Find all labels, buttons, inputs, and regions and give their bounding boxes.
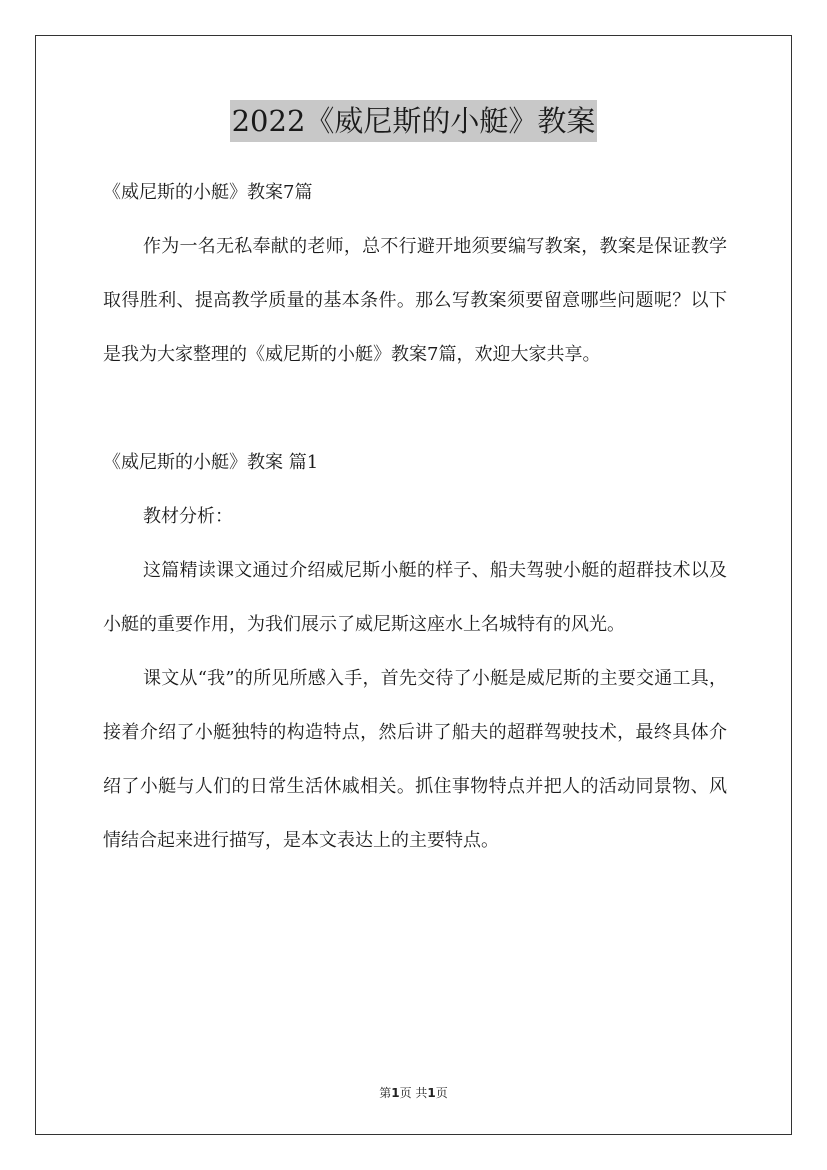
paragraph-1: 这篇精读课文通过介绍威尼斯小艇的样子、船夫驾驶小艇的超群技术以及小艇的重要作用，为我们展示了威尼斯这座水上名城特有的风光。 bbox=[103, 560, 727, 635]
document-subtitle: 《威尼斯的小艇》教案7篇 bbox=[103, 182, 313, 203]
spacer bbox=[103, 382, 727, 436]
footer-prefix: 第 bbox=[379, 1086, 392, 1100]
document-title: 2022《威尼斯的小艇》教案 bbox=[230, 100, 598, 142]
footer-page-total: 1 bbox=[427, 1086, 436, 1100]
footer-suffix: 页 bbox=[435, 1086, 448, 1100]
paragraph-2: 课文从“我”的所见所感入手，首先交待了小艇是威尼斯的主要交通工具，接着介绍了小艇独特的构造特点，然后讲了船夫的超群驾驶技术，最终具体介绍了小艇与人们的日常生活休戚相关。抓住事物特点并把人的活动同景物、风情结合起来进行描写，是本文表达上的主要特点。 bbox=[103, 668, 727, 851]
document-body bbox=[103, 166, 727, 868]
intro-paragraph: 作为一名无私奉献的老师，总不行避开地须要编写教案，教案是保证教学取得胜利、提高教学质量的基本条件。那么写教案须要留意哪些问题呢？以下是我为大家整理的《威尼斯的小艇》教案7篇，欢迎大家共享。 bbox=[103, 236, 727, 365]
section-heading: 《威尼斯的小艇》教案 篇1 bbox=[103, 452, 319, 473]
analysis-label: 教材分析： bbox=[143, 506, 233, 527]
footer-mid: 页 共 bbox=[399, 1086, 428, 1100]
footer-page-number: 1 bbox=[391, 1086, 400, 1100]
title-container bbox=[0, 100, 827, 142]
page-footer bbox=[0, 1084, 827, 1101]
